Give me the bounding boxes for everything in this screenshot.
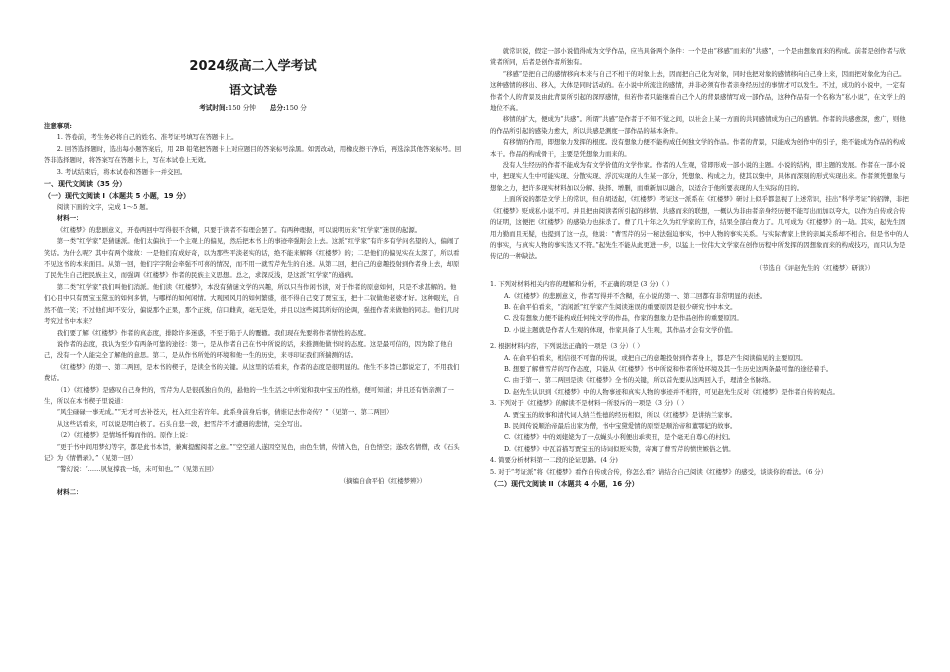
question-2-option-b: B. 想要了解曹雪芹的写作态度，只能从《红楼梦》书中所说和作者所处环境及其一生历史这两条最可靠的途径着手。 — [504, 364, 833, 373]
paragraph: 有移情的作用，即想象力发挥的根度。没有想象力便不能构成任何独文学的作品。作者的背景，只能成为创作中的引子，绝不能成为作品的构成本干。作品的构成骨干，主要是凭想象力而来的。 — [490, 138, 906, 158]
question-5: 5. 对于“考证派”将《红楼梦》看作自传或合传，你怎么看？请结合自己阅读《红楼梦》的感受，谈谈你的看法。（6 分） — [490, 467, 828, 476]
left-column — [44, 0, 462, 499]
paragraph: 上面所说的都是文学上的常识，但自胡适起，《红楼梦》考证这一派系在《红楼梦》研讨上似乎都忽视了上述常识，挂出“科学考证”的招牌，非把《红楼梦》贬成私小说不可。并且把由阅读者所引起的移情、共感而来的联想，一概认为非由者亲身经历便不能写出而加以夸大，以作为自传或合传的证明，这便把《红楼梦》的感染力也抹杀了。曹了几十年之久为红学家的工作，结果全部白费力了。几可成为《红楼梦》的一劫。其实，起先生固用力勤而且无疑，也提到了这一点，他说：“曹雪芹的另一秘法强迫事实，书中人物的事实关系。与实际曹家上世的亲属关系却不相合。但是书中的人的事实，与真实人物的事实迭又不符。”起先生不能从此更进一步，以猛上一位伟大文学家在创作历程中所发挥的因想象而来的构成技巧，而只认为是传记的一种缺法。 — [490, 195, 909, 261]
subsection-heading: （一）现代文阅读 I（本题共 5 小题，19 分） — [44, 192, 190, 201]
instruction: 阅读下面的文字，完成 1～5 题。 — [56, 203, 153, 212]
paragraph: （1）《红楼梦》是感叹自己身世的，雪芹为人是很孤独自负的，悬他的一生生活之中所觉和我中宝玉的性格，便可知道；并且还有悟亲测了一生，所以在本书楔子里说道： — [44, 385, 454, 405]
question-2-option-a: A. 在俞平伯看来，相信很不可靠的传说，或把自己的意趣投射到作者身上，都是产生阅读偏见的主要原因。 — [504, 353, 807, 362]
time-label: 考试时间: — [199, 104, 229, 112]
question-3-option-d: D.《红楼梦》中瓦首描写贾宝玉的诗词似贬实赞，寄寓了曹雪芹的愤世嫉俗之情。 — [504, 444, 735, 453]
paragraph: 移情的扩大，便成为“共感”。所谓“共感”是作者于不知不觉之间，以社会上某一方面的共同感情成为自己的感情。作者的共感愈深，愈广，则他的作品所引起的感染力愈大，所以共感是测度一部作品的基本条件。 — [490, 115, 906, 135]
paragraph: 没有人生经历的作者不能成为有文学价值的文学作家。作者的人生观，常即形成一部小说的主题。小说的结构，即主题的发展。作者在一部小说中，把现实人生中可能实现、分散实现、浮沉实现的人生某一部分，凭想象、构成之力，使其以集中，具体而深刻的形式实现出来。作者须凭想象与想象之力，把许多现实材料加以分解、抉择、增删，而重新加以融合，以适合于他所要表现的人生实际的目的。 — [490, 161, 906, 192]
source-citation: （节选自《评赵先生的〈红楼梦〉研读》） — [755, 263, 874, 272]
paragraph: 第二类“红学家”我们叫他们消派。他们读《红楼梦》，本没有猜谜文学的兴趣，所以只当作闲书读，对于作者的原意如何，只是不求甚解的。他们心目中只有贾宝玉黛玉的如何多情，与哪样的如何闲情。大观园风月的如何繁盛，很不得自己变了贾宝玉，把十二钗做他老婆才好。这种眼光，自然不值一笑；不过他们却不安分，偏说那个正果，那个正统，信口雌黄，毫无是处，并且以这些阅其所好的论调，强扭作者来做他的同志。他们几时考究过书中本来？ — [44, 282, 460, 326]
paragraph: 《红楼梦》的第一、第二两回，是本书的楔子，是读全书的关键。从这里的话看来，作者的态度是很明显的。他生不多旨已都说定了，不用我们费话。 — [44, 362, 460, 383]
question-3-option-a: A. 贾宝玉的故事和清代词人纳兰性德的经历相似，所以《红楼梦》是讲纳兰家事。 — [504, 410, 737, 419]
question-1-option-a: A.《红楼梦》的悲剧意义，作者写得并不含糊，在小说的第一、第二回都有非常明显的表述。 — [504, 291, 767, 300]
right-column — [490, 46, 910, 490]
note-item: 3. 考试结束后，将本试卷和答题卡一并交回。 — [56, 167, 187, 176]
question-3-stem: 3. 下列对于《红楼梦》的解读不是材料一所驳斥的一项是（3 分)（ ） — [490, 399, 688, 408]
note-item: 1. 答卷前，考生务必将自己的姓名、准考证号填写在答题卡上。 — [56, 133, 238, 142]
question-2-stem: 2. 根据材料内容，下列说法正确的一项是（3 分）（ ） — [490, 342, 644, 351]
question-1-option-d: D. 小说主题就是作者人生观的体现，作家具备了人生观，其作品才会有文学价值。 — [504, 325, 737, 334]
notes-heading: 注意事项: — [44, 122, 72, 130]
question-1-option-c: C. 没有想象力便不能构成任何纯文学的作品，作家的想象力是作品创作的重要原因。 — [504, 314, 743, 323]
section-heading: 一、现代文阅读（35 分） — [44, 180, 127, 189]
paragraph: 第一类“红学家”是猜谜派。他们太偏执于一个主观上的偏见，然后把本书上的事迹牵强附会上去。这派“红学家”有许多有学问名望的人，偏闹了笑话。为什么呢？其中有两个缘故：一是他们有成好奇，以为那些平淡老实的话，绝不能来解释《红楼梦》的；二是他们的偏见实在太深了，所以看不见这书的本来面目。从第一回，他们字字附会牵强不可喜的情况，而不用一就雪芹先生的自述。从第二回，把自己的意趣投射到作者身上去，却原了民先生自己把民族主义，而强调《红楼梦》作者的民族主义思想。总之，求深反浅，是这派“红学家”的通病。 — [44, 237, 460, 280]
time-value: 150 分钟 — [228, 104, 256, 112]
exam-subtitle: 语文试卷 — [228, 83, 277, 97]
paragraph: “移感”是把自己的感情移向本来与自己不相干的对象上去，因而把自己化为对象，同时也把对象的感情移向自己身上来，因而把对象化为自己。这种感情的移出、移入，大体是同时活动的。在小说中所流注的感情，并非必须有作者亲身经历过的事情才可以发生。不过，成功的小说中，一定有作者个人的背景及由此背景所引起的深厚感情，但若作者只能继看自己个人的背景感情写成一部作品，这种作品有一个名称为“私小说”，在文学上的地位不高。 — [490, 69, 906, 113]
material-label: 材料一： — [56, 214, 83, 223]
score-value: 150 分 — [285, 104, 307, 112]
paragraph: 就常识说，假定一部小说值得成为文学作品，应当具备两个条件：一个是由“移感”而来的“共感”，一个是由想象而来的构成。前者是创作者与欣赏者所同，后者是创作者所独有。 — [490, 47, 906, 67]
question-3-option-c: C.《红楼梦》中的刘姥姥为了一点蝇头小利便出乖卖丑，是个毫无自尊心的村妇。 — [504, 433, 735, 442]
exam-title: 2024级高二入学考试 — [189, 59, 317, 74]
question-2-option-c: C. 由于第一、第二两回是读《红楼梦》全书的关键，所以首先要从这两回入手，理清全书脉络。 — [504, 376, 775, 385]
note-item: 2. 回答选择题时，选出每小题答案后，用 2B 铅笔把答题卡上对应题目的答案标号涂黑。如需改动，用橡皮擦干净后，再选涂其他答案标号。回答非选择题时，将答案写在答题卡上，写在本试卷上无效。 — [44, 144, 462, 165]
question-3-option-b: B. 民间传说顺治帝最后出家为僧，书中宝黛爱情的原型是顺治帝和董鄂妃的故事。 — [504, 422, 737, 430]
paragraph: 《红楼梦》的悲剧意义，开卷两回中写得很不含糊，只要于读者不有理会罢了。有两种理据，可以说明历来“红学家”迷误的起源。 — [56, 225, 422, 234]
score-label: 总分: — [269, 104, 286, 112]
paragraph: （2）《红楼梦》是情场忏悔而作的。原作上说： — [56, 431, 192, 440]
question-1-stem: 1. 下列对材料相关内容的理解和分析，不正确的项是 (3 分)（ ） — [490, 280, 674, 289]
question-2-option-d: D. 赵先生认识到《红楼梦》中的人物事迹和真实人物的事迹并不相符，可见赵先生反对《红楼梦》是作者自传的观点。 — [504, 387, 839, 396]
paragraph: 我们要了解《红楼梦》作者的真态度，排除许多迷惑，不至于陷于人的覆辙。我们现在先要将作者情性的态度。 — [56, 328, 370, 337]
material-label: 材料二： — [56, 488, 83, 497]
exam-info — [44, 103, 462, 114]
quote: “风尘碌碌一事无成。”“无才可去补苍天，枉入红尘若许年。此系身前身后事，倩谁记去作奇传？”（见第一、第二两回） — [56, 408, 393, 417]
paragraph: 说作者的态度，我认为至少有两条可靠的途径：第一，是从作者自己在书中所说的话，来推测他做书时的态度。这是最可信的，因为除了他自己，没有一个人能完全了解他的意思。第二，是从作书所处的环境和他一生的历史，来寻印证我们所揣测的话。 — [44, 339, 454, 360]
quote: “更于书中间用梦幻等字，都是此书本旨，兼寓提醒阅者之意。”“空空道人遂因空见色，由色生情，传情入色，自色悟空；遂改名情僧，改《石头记》为《情僧录》。”（见第一回） — [44, 442, 460, 462]
paragraph: 从这些话看来，可以说是明白极了。石头自悲一段，把雪芹不才遭遇的悲情，完全写出。 — [56, 419, 307, 428]
question-4: 4. 简要分析材料第一二段的论证思路。(4 分) — [490, 456, 618, 465]
source-citation: （摘编自俞平伯《红楼梦辨》） — [339, 476, 426, 485]
quote: “警幻说：‘……夙复撑我一场，未可知也。’”（见第五回） — [56, 465, 218, 474]
question-1-option-b: B. 在俞平伯看来，“消闲派”红学家产生阅读迷误的重要原因是很少研究书中本文。 — [504, 302, 737, 311]
subsection-heading: （二）现代文阅读 II（本题共 4 小题，16 分） — [490, 480, 639, 489]
